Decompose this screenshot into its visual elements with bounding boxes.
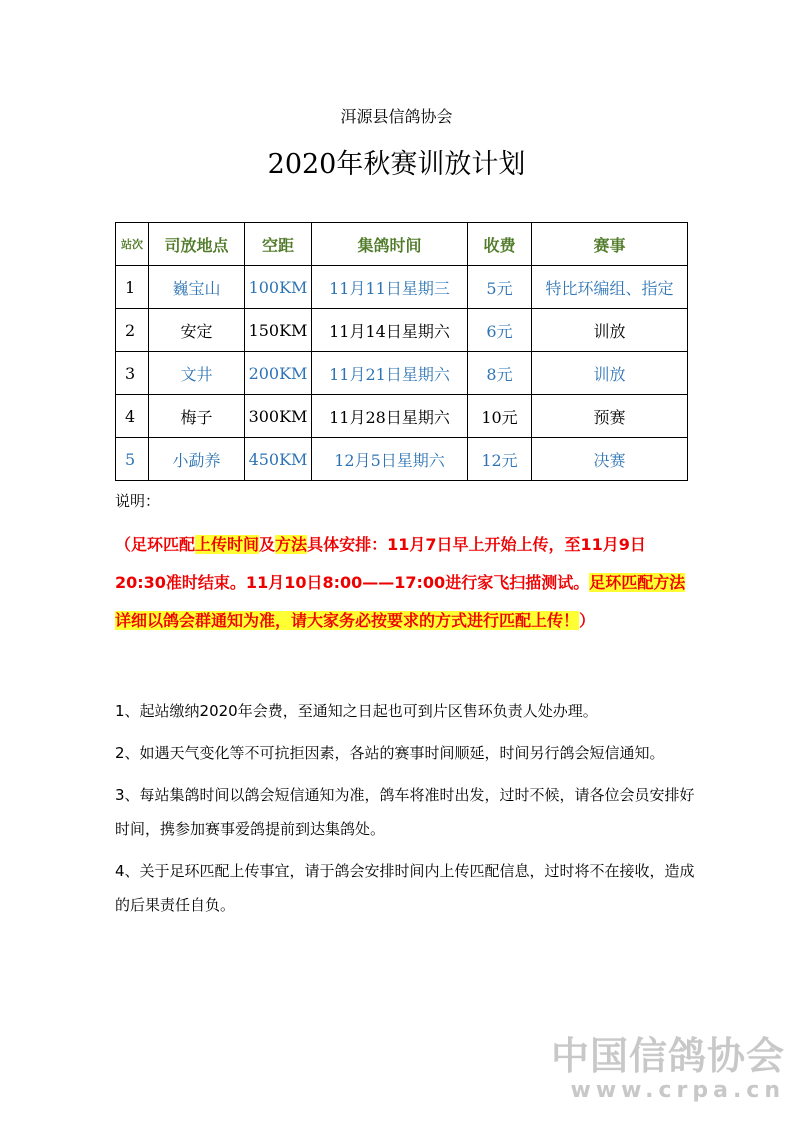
cell-fee: 8元 bbox=[468, 352, 532, 395]
cell-event: 训放 bbox=[532, 352, 688, 395]
cell-event: 预赛 bbox=[532, 395, 688, 438]
document-title: 2020年秋赛训放计划 bbox=[267, 149, 526, 180]
cell-fee: 6元 bbox=[468, 309, 532, 352]
table-row bbox=[116, 352, 688, 395]
cell-place: 巍宝山 bbox=[149, 266, 245, 309]
cell-distance: 150KM bbox=[245, 309, 312, 352]
notice-highlight: 足环匹配方法详细以鸽会群通知为准，请大家务必按要求的方式进行匹配上传！ bbox=[115, 573, 686, 630]
header-time: 集鸽时间 bbox=[312, 223, 468, 266]
cell-no: 2 bbox=[116, 309, 149, 352]
notice-part: （足环匹配 bbox=[115, 535, 196, 554]
list-item: 4、关于足环匹配上传事宜，请于鸽会安排时间内上传匹配信息，过时将不在接收，造成的后果责任自负。 bbox=[115, 862, 695, 914]
cell-time: 11月11日星期三 bbox=[312, 266, 468, 309]
notice-highlight: 方法 bbox=[275, 535, 308, 554]
cell-distance: 300KM bbox=[245, 395, 312, 438]
organization-name: 洱源县信鸽协会 bbox=[340, 107, 453, 126]
cell-time: 11月28日星期六 bbox=[312, 395, 468, 438]
cell-no: 1 bbox=[116, 266, 149, 309]
table-row bbox=[116, 438, 688, 481]
notice-highlight: 上传时间 bbox=[195, 535, 260, 554]
cell-fee: 10元 bbox=[468, 395, 532, 438]
cell-time: 11月21日星期六 bbox=[312, 352, 468, 395]
header-distance: 空距 bbox=[245, 223, 312, 266]
header-event: 赛事 bbox=[532, 223, 688, 266]
watermark bbox=[551, 1034, 785, 1104]
notes-label: 说明： bbox=[115, 492, 161, 510]
table-row bbox=[116, 395, 688, 438]
upload-notice bbox=[115, 526, 690, 640]
cell-no: 3 bbox=[116, 352, 149, 395]
header-fee: 收费 bbox=[468, 223, 532, 266]
watermark-name: 中国信鸽协会 bbox=[550, 1034, 785, 1078]
cell-place: 梅子 bbox=[149, 395, 245, 438]
cell-distance: 100KM bbox=[245, 266, 312, 309]
cell-event: 训放 bbox=[532, 309, 688, 352]
cell-no: 4 bbox=[116, 395, 149, 438]
notes-list bbox=[115, 694, 695, 930]
notice-part: ） bbox=[579, 611, 596, 630]
cell-distance: 450KM bbox=[245, 438, 312, 481]
table-header-row bbox=[116, 223, 688, 266]
cell-place: 文井 bbox=[149, 352, 245, 395]
table-row bbox=[116, 309, 688, 352]
cell-fee: 12元 bbox=[468, 438, 532, 481]
cell-no: 5 bbox=[116, 438, 149, 481]
cell-event: 决赛 bbox=[532, 438, 688, 481]
cell-time: 11月14日星期六 bbox=[312, 309, 468, 352]
cell-place: 安定 bbox=[149, 309, 245, 352]
watermark-url: www.crpa.cn bbox=[570, 1078, 785, 1103]
list-item: 1、起站缴纳2020年会费，至通知之日起也可到片区售环负责人处办理。 bbox=[115, 702, 598, 720]
cell-time: 12月5日星期六 bbox=[312, 438, 468, 481]
notice-part: 具体安排：11月7日早上开始上传，至11月9日20:30准时结束。11月10日8:00——17:00进行家飞扫描测试。 bbox=[115, 535, 646, 592]
list-item: 3、每站集鸽时间以鸽会短信通知为准，鸽车将准时出发，过时不候，请各位会员安排好时间，携参加赛事爱鸽提前到达集鸽处。 bbox=[115, 786, 695, 838]
notice-part: 及 bbox=[259, 535, 276, 554]
cell-place: 小勐养 bbox=[149, 438, 245, 481]
table-row bbox=[116, 266, 688, 309]
header-station: 站次 bbox=[116, 223, 149, 266]
header-place: 司放地点 bbox=[149, 223, 245, 266]
cell-distance: 200KM bbox=[245, 352, 312, 395]
schedule-table bbox=[115, 222, 688, 481]
cell-fee: 5元 bbox=[468, 266, 532, 309]
list-item: 2、如遇天气变化等不可抗拒因素，各站的赛事时间顺延，时间另行鸽会短信通知。 bbox=[115, 744, 665, 762]
cell-event: 特比环编组、指定 bbox=[532, 266, 688, 309]
